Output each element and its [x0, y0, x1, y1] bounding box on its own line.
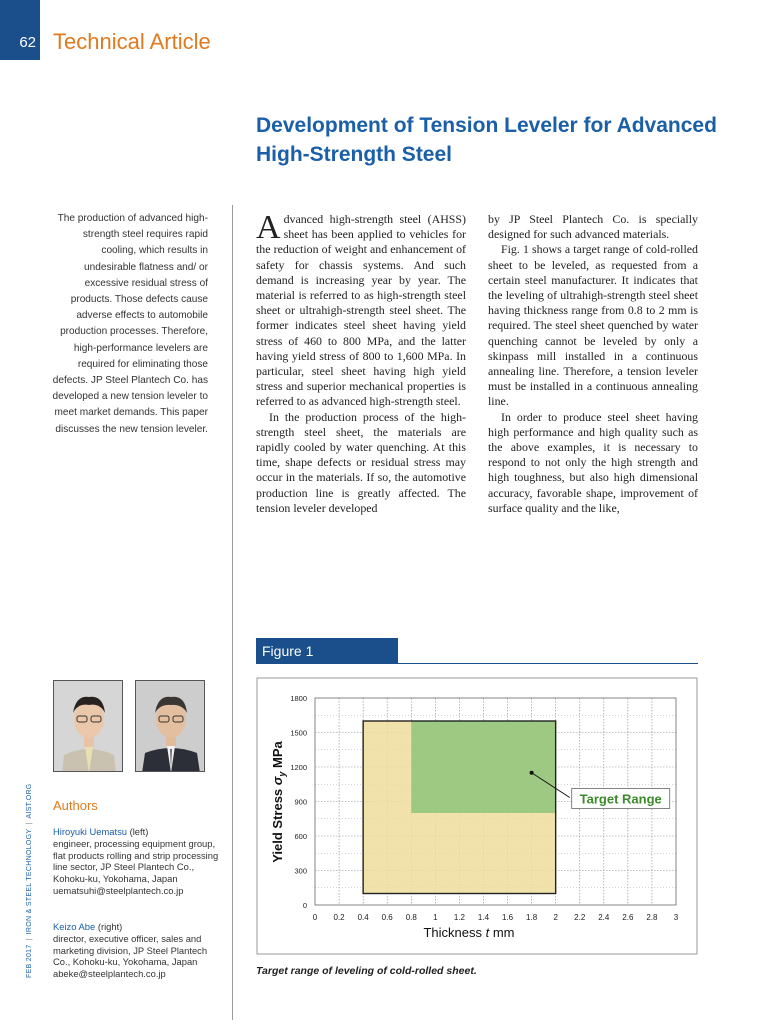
author-2-name-line — [53, 921, 223, 933]
x-tick-label: 1 — [433, 913, 438, 922]
article-title-line1: Development of Tension Leveler for Advanced — [256, 114, 717, 137]
y-tick-label: 600 — [294, 832, 307, 841]
chart-regions — [363, 721, 556, 894]
y-tick-label: 1800 — [290, 694, 307, 703]
vertical-footer: FEB 2017|IRON & STEEL TECHNOLOGY|AIST.ORG — [26, 783, 33, 978]
y-tick-label: 900 — [294, 797, 307, 807]
paragraph-1 — [256, 209, 466, 410]
chart-container — [256, 677, 698, 957]
author-1-affiliation: engineer, processing equipment group, flat products rolling and strip processing line sector, JP Steel Plantech Co., Kohoku-ku, Yokohama, Japan — [53, 837, 219, 885]
footer-journal: IRON & STEEL TECHNOLOGY — [26, 828, 33, 935]
portrait-left-icon — [54, 681, 123, 772]
author-1-name: Hiroyuki Uematsu — [53, 826, 127, 837]
paragraph-2-continued: by JP Steel Plantech Co. is specially designed for such advanced materials. — [488, 212, 698, 242]
section-title: Technical Article — [53, 29, 211, 54]
author-2 — [53, 921, 223, 980]
author-2-affiliation: director, executive officer, sales and marketing division, JP Steel Plantech Co., Kohoku-ku, Yokohama, Japan — [53, 932, 208, 968]
x-tick-label: 2.6 — [622, 913, 634, 922]
author-2-name: Keizo Abe — [53, 921, 96, 932]
author-photo-right — [135, 680, 205, 772]
x-tick-label: 0.8 — [405, 913, 417, 922]
target-range-chart — [256, 677, 698, 957]
author-1-name-line — [53, 826, 223, 838]
x-tick-label: 1.8 — [526, 913, 538, 922]
article-title — [256, 111, 726, 169]
x-axis-label: Thickness t mm — [423, 925, 515, 940]
page-number-box — [0, 0, 40, 60]
y-tick-label: 1200 — [290, 763, 307, 772]
body-column-1 — [256, 209, 466, 516]
x-tick-label: 2.2 — [574, 913, 586, 922]
footer-date: FEB 2017 — [26, 944, 33, 978]
x-tick-label: 3 — [673, 913, 679, 922]
author-photo-left — [53, 680, 123, 772]
x-tick-label: 0.2 — [333, 913, 345, 922]
drop-cap: A — [256, 209, 281, 246]
author-1-email[interactable]: uematsuhi@steelplantech.co.jp — [53, 884, 184, 896]
y-tick-label: 1500 — [290, 728, 307, 738]
y-tick-label: 0 — [302, 901, 307, 910]
abstract: The production of advanced high-strength steel requires rapid cooling, which results in undesirable flatness and/ or excessive residual stress of products. Those defects cause adverse effects to automobile production processes. Therefore, high-performance levelers are required for eliminating those defects. JP Steel Plantech Co. has developed a new tension leveler to meet market demands. This paper discusses the new tension leveler. — [52, 213, 208, 435]
x-tick-label: 2.8 — [646, 913, 658, 922]
target-range-region — [411, 721, 555, 813]
x-tick-label: 0.6 — [381, 913, 393, 922]
x-tick-label: 1.4 — [477, 913, 490, 922]
page-number: 62 — [19, 34, 36, 51]
paragraph-3: Fig. 1 shows a target range of cold-rolled sheet to be leveled, as requested from a certain steel manufacturer. It indicates that the leveling of ultrahigh-strength steel sheet having thickness range from 0.8 to 2 mm is required. The steel sheet quenched by water quenching cannot be leveled by only a skinpass mill installed in a continuous annealing line. Therefore, a tension leveler must be installed in a continuous annealing line. — [488, 242, 698, 409]
article-title-line2: High-Strength Steel — [256, 143, 453, 166]
y-axis-label: Yield Stress $\sigma_y$ MPa — [270, 741, 287, 863]
x-tick-label: 1.2 — [453, 913, 465, 922]
figure-caption: Target range of leveling of cold-rolled sheet. — [256, 965, 477, 977]
paragraph-1-text: dvanced high-strength steel (AHSS) sheet has been applied to vehicles for the reduction of weight and enhancement of safety for chassis systems. And such demand is increasing year by year. The material is referred to as high-strength steel sheet or ultrahigh-strength steel sheet. The former indicates steel sheet having yield stress of 460 to 800 MPa, and the latter having yield stress of 800 to 1,600 MPa. In particular, steel sheet having high yield stress and superior mechanical properties is referred to as advanced high-strength steel. — [256, 212, 466, 409]
author-1 — [53, 826, 223, 897]
portrait-right-icon — [136, 681, 205, 772]
authors-heading: Authors — [53, 798, 98, 813]
body-column-2 — [488, 212, 698, 516]
annotation-label: Target Range — [579, 791, 662, 807]
x-tick-label: 2 — [553, 913, 558, 922]
author-1-position: (left) — [126, 826, 149, 837]
paragraph-4: In order to produce steel sheet having high performance and high quality such as the above examples, it is necessary to respond to not only the high strength and high toughness, but also high dimensional accuracy, favorable shape, improvement of surface quality and the like, — [488, 409, 698, 515]
x-tick-label: 1.6 — [501, 913, 514, 922]
x-tick-label: 0 — [312, 913, 318, 922]
figure-label: Figure 1 — [262, 643, 314, 659]
y-tick-label: 300 — [294, 866, 307, 876]
author-2-position: (right) — [95, 921, 123, 932]
author-2-email[interactable]: abeke@steelplantech.co.jp — [53, 968, 166, 980]
footer-site[interactable]: AIST.ORG — [26, 783, 33, 819]
figure-rule — [256, 663, 698, 664]
column-divider — [232, 205, 233, 1020]
x-tick-label: 2.4 — [598, 913, 610, 922]
x-tick-label: 0.4 — [357, 913, 369, 922]
paragraph-2: In the production process of the high-strength steel sheet, the materials are rapidly cooled by water quenching. At this time, shape defects or residual stress may occur in the materials. If so, the automotive production line is greatly affected. The tension leveler developed — [256, 409, 466, 515]
